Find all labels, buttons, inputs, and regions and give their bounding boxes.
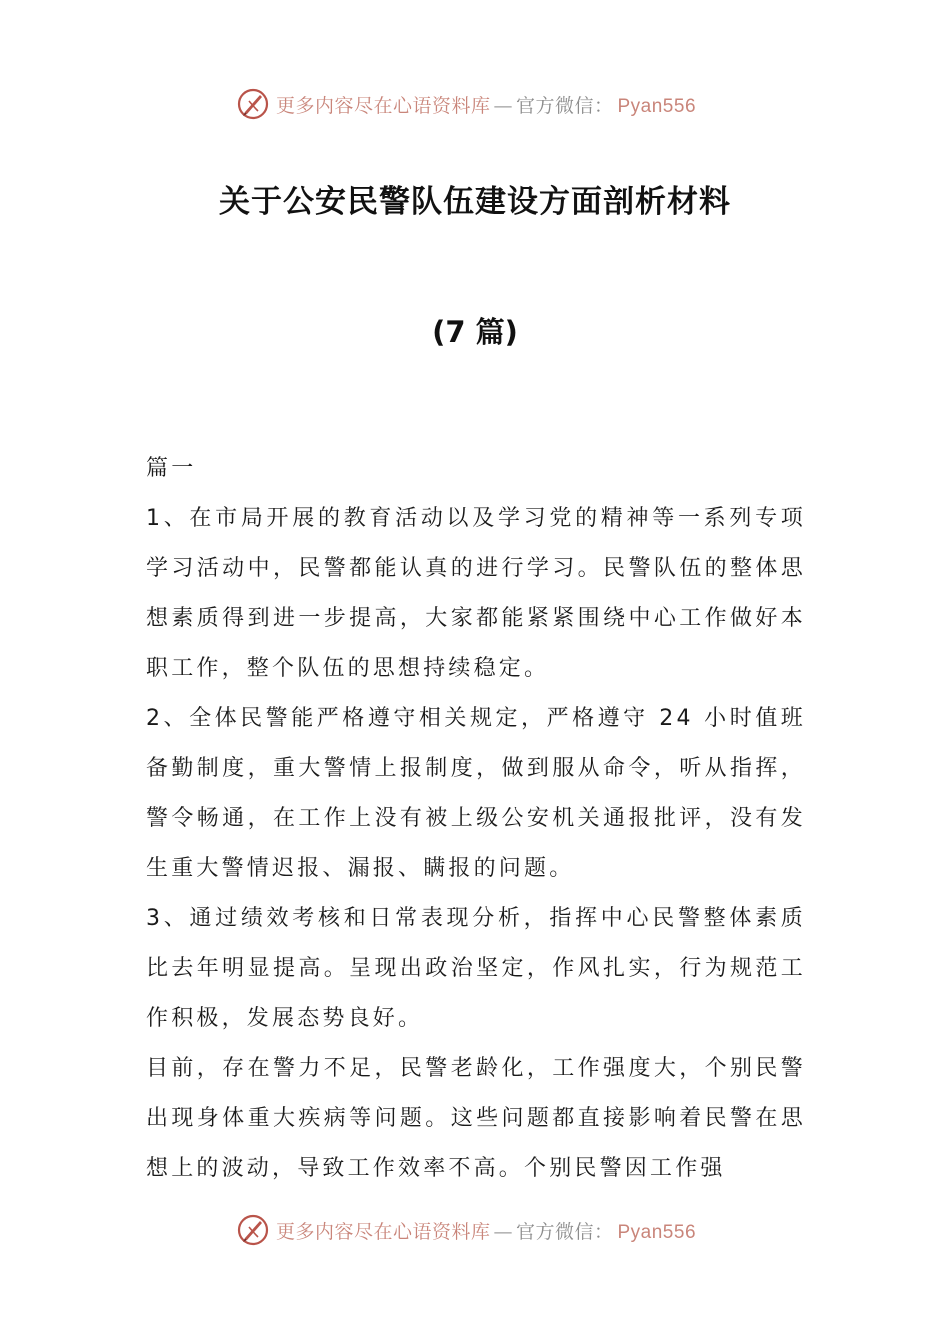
- document-title: 关于公安民警队伍建设方面剖析材料: [219, 184, 731, 220]
- quill-logo-icon: [236, 87, 270, 121]
- watermark-label: 官方微信：: [515, 94, 614, 117]
- footer-watermark: [0, 1210, 950, 1250]
- document-subtitle: (7 篇): [432, 315, 518, 349]
- watermark-label: 官方微信：: [515, 1220, 614, 1243]
- watermark-text: [276, 91, 696, 118]
- watermark-wechat-id: Pyan556: [617, 1221, 697, 1243]
- watermark-dash: —: [493, 94, 513, 117]
- watermark-brand: 更多内容尽在心语资料库: [275, 94, 491, 117]
- paragraph-1: 1、在市局开展的教育活动以及学习党的精神等一系列专项学习活动中，民警都能认真的进行学习。民警队伍的整体思想素质得到进一步提高，大家都能紧紧围绕中心工作做好本职工作，整个队伍的思想持续稳定。: [146, 506, 806, 681]
- document-body: [146, 444, 806, 1194]
- paragraph-4: 目前，存在警力不足，民警老龄化，工作强度大，个别民警出现身体重大疾病等问题。这些问题都直接影响着民警在思想上的波动，导致工作效率不高。个别民警因工作强: [146, 1056, 806, 1181]
- quill-logo-icon: [236, 1213, 270, 1247]
- header-watermark: [0, 84, 950, 124]
- paragraph-3: 3、通过绩效考核和日常表现分析，指挥中心民警整体素质比去年明显提高。呈现出政治坚定，作风扎实，行为规范工作积极，发展态势良好。: [146, 906, 806, 1031]
- watermark-brand: 更多内容尽在心语资料库: [275, 1220, 491, 1243]
- section-heading: 篇一: [146, 456, 197, 481]
- watermark-dash: —: [493, 1220, 513, 1243]
- paragraph-2: 2、全体民警能严格遵守相关规定，严格遵守 24 小时值班备勤制度，重大警情上报制度，做到服从命令，听从指挥，警令畅通，在工作上没有被上级公安机关通报批评，没有发生重大警情迟报、漏报、瞒报的问题。: [146, 706, 806, 881]
- watermark-wechat-id: Pyan556: [617, 95, 697, 117]
- watermark-text: [276, 1217, 696, 1244]
